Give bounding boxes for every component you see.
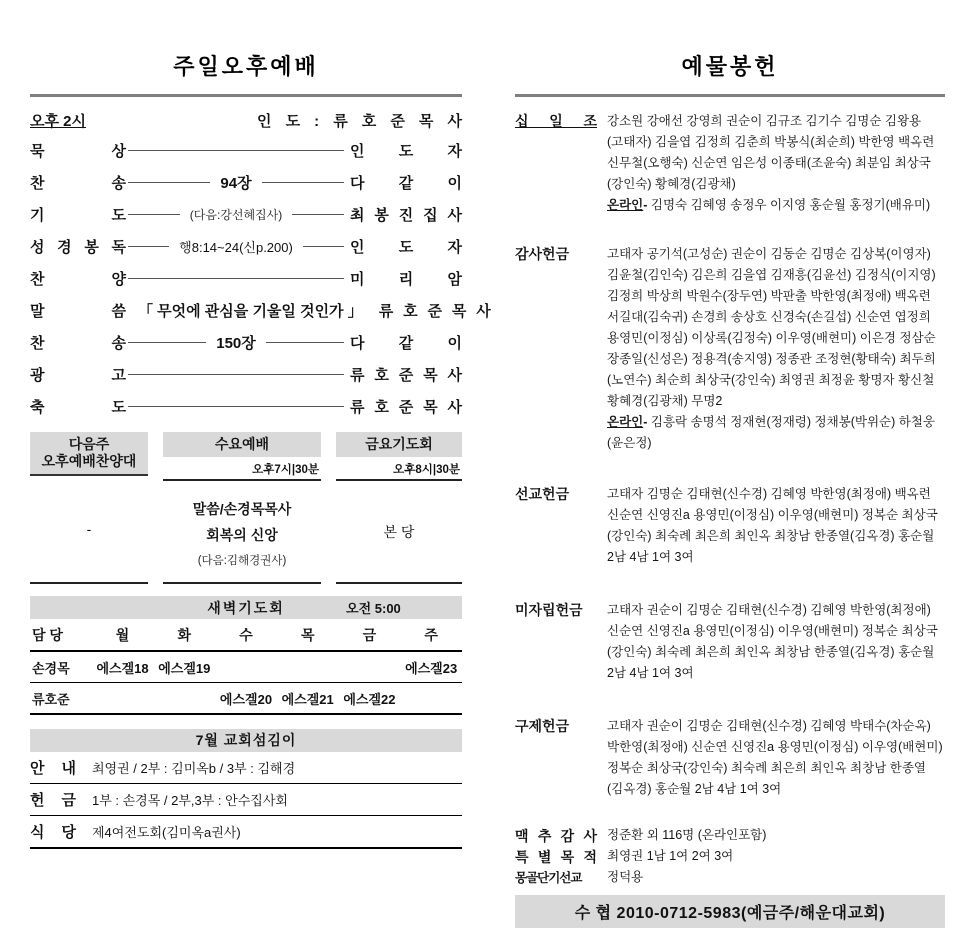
order-line bbox=[292, 214, 344, 215]
thanksgiving-section bbox=[515, 244, 945, 454]
july-servants-row: 헌 금 1부 : 손경목 / 2부,3부 : 안수집사회 bbox=[30, 784, 462, 816]
title-rule-right bbox=[515, 94, 945, 97]
order-line bbox=[303, 246, 344, 247]
order-right: 인 도 자 bbox=[350, 238, 463, 256]
order-label: 광 고 bbox=[30, 366, 126, 384]
left-column bbox=[30, 50, 491, 928]
title-rule-left bbox=[30, 94, 462, 97]
worship-order-row bbox=[30, 294, 491, 326]
worship-order-row bbox=[30, 134, 462, 166]
wednesday-service-time: 오후7시|30분 bbox=[163, 457, 321, 481]
friday-prayer-time: 오후8시|30분 bbox=[336, 457, 462, 481]
order-label: 찬 송 bbox=[30, 334, 126, 352]
service-leader: 인 도 : 류 호 준 목 사 bbox=[257, 113, 462, 130]
order-line bbox=[128, 150, 344, 151]
relief-label: 구제헌금 bbox=[515, 718, 570, 734]
mission-donors: 고태자 김명순 김태현(신수경) 김혜영 박한영(최정애) 백옥련 신순연 신영진a 용영민(이정심) 이우영(배현미) 정복순 최상국(강인숙) 최숙례 최은희 최인옥 최창남 한종열(김옥경) 홍순월 2남 4남 1여 3여 bbox=[607, 487, 938, 564]
order-line bbox=[128, 342, 206, 343]
dawn-prayer-row: 류호준 에스겔20 에스겔21 에스겔22 bbox=[30, 683, 462, 715]
worship-order-row bbox=[30, 358, 462, 390]
order-line bbox=[266, 342, 344, 343]
mission-section bbox=[515, 484, 945, 568]
next-week-choir-header: 다음주 오후예배찬양대 bbox=[30, 432, 148, 476]
order-right: 인 도 자 bbox=[350, 142, 462, 160]
order-right: 류 호 준 목 사 bbox=[378, 302, 491, 320]
order-right: 다 같 이 bbox=[350, 174, 462, 192]
wednesday-service-header: 수요예배 bbox=[163, 432, 321, 457]
worship-order-row bbox=[30, 262, 462, 294]
worship-order-row bbox=[30, 230, 462, 262]
order-line bbox=[262, 182, 344, 183]
order-label: 축 도 bbox=[30, 398, 126, 416]
dawn-prayer-time: 오전 5:00 bbox=[346, 601, 401, 616]
bank-account-bar: 수 협 2010-0712-5983(예금주/해운대교회) bbox=[515, 895, 945, 928]
right-column bbox=[515, 50, 945, 928]
thanksgiving-donors: 고태자 공기석(고성순) 권순이 김동순 김명순 김상복(이영자) 김윤철(김인숙) 김은희 김을엽 김재흥(김윤선) 김정식(이지영) 김정희 박상희 박원수(장두연) 박판출 박한영(최정애) 백옥련 서길대(김숙귀) 손경희 송상호 신경숙(손길섭) 신순연 엽정희 용영민(이정심) 이상록(김정숙) 이우영(배현미) 이은경 정삼순 장종일(신성은) 정용격(송지영) 정종관 조정현(황태숙) 최두희(노연수) 최순희 최상국(강인숙) 최영권 최정윤 황명자 황신철 황혜경(김광채) 무명2 온라인- 김흥락 송명석 정재현(정재령) 정채봉(박위순) 하철웅(윤은정) bbox=[607, 244, 945, 454]
tithe-donors: 강소원 강애선 강영희 권순이 김규조 김기수 김명순 김왕용(고태자) 김을엽 김정희 김춘희 박봉식(최순희) 박한영 백옥련 신무철(오행숙) 신순연 임은성 이종태(조윤숙) 최분임 최상국(강인숙) 황혜경(김광채) 온라인- 김명숙 김혜영 송정우 이지영 홍순월 홍정기(배유미) bbox=[607, 111, 945, 216]
order-mid: 행8:14~24(신p.200) bbox=[179, 239, 293, 255]
order-line bbox=[128, 214, 180, 215]
order-right: 류 호 준 목 사 bbox=[350, 398, 462, 416]
tithe-section bbox=[515, 111, 945, 216]
next-week-choir-box bbox=[30, 432, 148, 584]
online-donors: 온라인- 김흥락 송명석 정재현(정재령) 정채봉(박위순) 하철웅(윤은정) bbox=[607, 415, 935, 450]
special-purpose-row: 특 별 목 적 최영권 1남 1여 2여 3여 bbox=[515, 849, 734, 865]
july-servants-row: 식 당 제4여전도회(김미옥a권사) bbox=[30, 816, 462, 849]
service-time: 오후 2시 bbox=[30, 113, 86, 130]
order-mid: 94장 bbox=[220, 174, 252, 192]
order-label: 성 경 봉 독 bbox=[30, 238, 126, 256]
relief-donors: 고태자 권순이 김명순 김태현(신수경) 김혜영 박태수(차순옥) 박한영(최정애) 신순연 신영진a 용영민(이정심) 이우영(배현미) 정복순 최상국(강인숙) 최숙례 최은희 최인옥 최창남 한종열(김옥경) 홍순월 2남 4남 1여 3여 bbox=[607, 719, 943, 796]
weekly-services bbox=[30, 432, 462, 584]
order-right: 류 호 준 목 사 bbox=[350, 366, 462, 384]
order-line bbox=[128, 406, 344, 407]
order-line bbox=[128, 182, 210, 183]
worship-order-row bbox=[30, 198, 462, 230]
self-support-label: 미자립헌금 bbox=[515, 602, 583, 618]
summer-thanks-row: 맥 추 감 사 정준환 외 116명 (온라인포함) bbox=[515, 828, 767, 844]
mongolia-mission-row: 몽골단기선교 정덕용 bbox=[515, 870, 644, 885]
self-support-section bbox=[515, 600, 945, 684]
worship-order-row bbox=[30, 390, 462, 422]
offering-title: 예물봉헌 bbox=[681, 54, 779, 79]
self-support-donors: 고태자 권순이 김명순 김태현(신수경) 김혜영 박한영(최정애) 신순연 신영진a 용영민(이정심) 이우영(배현미) 정복순 최상국(강인숙) 최숙례 최은희 최인옥 최창남 한종열(김옥경) 홍순월 2남 4남 1여 3여 bbox=[607, 603, 938, 680]
worship-order-row bbox=[30, 166, 462, 198]
mission-label: 선교헌금 bbox=[515, 486, 570, 502]
dawn-prayer-columns: 담 당 월 화 수 목 금 주 bbox=[30, 619, 462, 652]
relief-section bbox=[515, 716, 945, 800]
wednesday-service-box bbox=[163, 432, 321, 584]
dawn-prayer-row: 손경목 에스겔18 에스겔19 에스겔23 bbox=[30, 652, 462, 683]
order-line bbox=[128, 246, 169, 247]
tithe-label: 십 일 조 bbox=[515, 113, 597, 129]
offering-footer bbox=[515, 826, 945, 889]
order-mid: 150장 bbox=[216, 334, 256, 352]
online-donors: 온라인- 김명숙 김혜영 송정우 이지영 홍순월 홍정기(배유미) bbox=[607, 198, 931, 212]
friday-prayer-content: 본 당 bbox=[383, 523, 415, 540]
friday-prayer-box bbox=[336, 432, 462, 584]
order-mid: (다음:강선혜집사) bbox=[189, 207, 283, 222]
thanksgiving-label: 감사헌금 bbox=[515, 246, 570, 262]
order-label: 찬 송 bbox=[30, 174, 126, 192]
july-servants-row: 안 내 최영권 / 2부 : 김미옥b / 3부 : 김해경 bbox=[30, 752, 462, 784]
sermon-title: 「 무엇에 관심을 기울일 것인가 」 bbox=[138, 302, 363, 320]
order-right: 최 봉 진 집 사 bbox=[350, 206, 463, 224]
order-label: 말 씀 bbox=[30, 302, 126, 320]
order-label: 기 도 bbox=[30, 206, 126, 224]
order-right: 다 같 이 bbox=[350, 334, 462, 352]
july-servants-title: 7월 교회섬김이 bbox=[30, 729, 462, 752]
order-line bbox=[128, 278, 344, 279]
dawn-prayer-header bbox=[30, 596, 462, 619]
worship-title: 주일오후예배 bbox=[173, 54, 319, 79]
worship-order-row bbox=[30, 326, 462, 358]
wednesday-service-content: 말씀/손경목목사 회복의 신앙 (다음:김해경권사) bbox=[192, 500, 292, 567]
time-leader-row bbox=[30, 110, 462, 134]
order-right: 미 리 암 bbox=[350, 270, 462, 288]
dawn-prayer-title: 새벽기도회 bbox=[207, 599, 285, 616]
order-label: 찬 양 bbox=[30, 270, 126, 288]
order-line bbox=[128, 374, 344, 375]
friday-prayer-header: 금요기도회 bbox=[336, 432, 462, 457]
next-week-choir-content: - bbox=[86, 521, 92, 537]
order-label: 묵 상 bbox=[30, 142, 126, 160]
